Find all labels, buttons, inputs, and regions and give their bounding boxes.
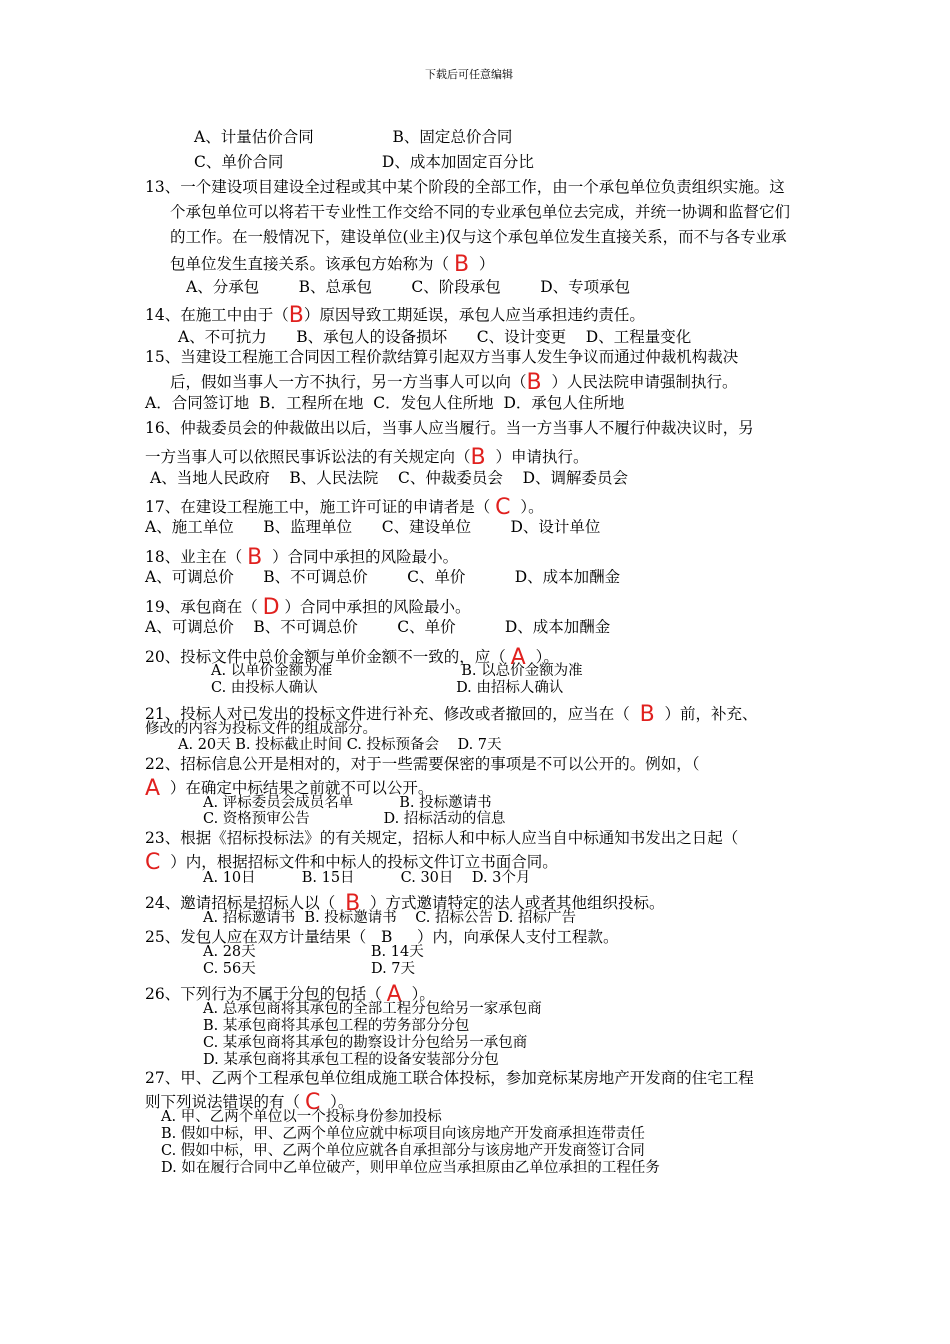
question-line <box>145 545 459 570</box>
option-line: C. 56天 D. 7天 <box>203 961 416 977</box>
question-line: 22、招标信息公开是相对的，对于一些需要保密的事项是不可以公开的。例如，（ <box>145 755 700 773</box>
question-line: 27、甲、乙两个工程承包单位组成施工联合体投标，参加竞标某房地产开发商的住宅工程 <box>145 1069 754 1087</box>
option-line: A. 招标邀请书 B. 投标邀请书 C. 招标公告 D. 招标广告 <box>203 910 576 926</box>
question-text: ）前，补充、 <box>654 705 758 723</box>
question-text: 后，假如当事人一方不执行，另一方当事人可以向（ <box>170 373 527 391</box>
question-text: ）内，根据招标文件和中标人的投标文件订立书面合同。 <box>160 853 558 871</box>
question-line: 的工作。在一般情况下，建设单位(业主)仅与这个承包单位发生直接关系，而不与各专业承 <box>170 228 787 246</box>
question-text: ）。 <box>510 498 544 516</box>
question-text: ）申请执行。 <box>485 448 589 466</box>
option-line: A. 总承包商将其承包的全部工程分包给另一家承包商 <box>203 1001 542 1017</box>
question-text: ）原因导致工期延误，承包人应当承担违约责任。 <box>303 306 645 324</box>
question-text: 则下列说法错误的有（ <box>145 1093 305 1111</box>
option-line: A. 评标委员会成员名单 B. 投标邀请书 <box>203 795 492 811</box>
question-line <box>145 445 589 470</box>
question-line: 13、一个建设项目建设全过程或其中某个阶段的全部工作，由一个承包单位负责组织实施。这 <box>145 178 785 196</box>
question-text: 一方当事人可以依照民事诉讼法的有关规定向（ <box>145 448 471 466</box>
question-text: 17、在建设工程施工中，施工许可证的申请者是（ <box>145 498 496 516</box>
question-text: ）。 <box>525 648 559 666</box>
question-text: 19、承包商在（ <box>145 598 263 616</box>
question-line <box>145 495 544 520</box>
answer-mark: D <box>262 595 280 620</box>
option-line: A．合同签订地 B．工程所在地 C．发包人住所地 D．承包人住所地 <box>145 394 625 412</box>
question-line <box>145 850 558 875</box>
question-text: 18、业主在（ <box>145 548 248 566</box>
answer-mark: A <box>145 776 161 801</box>
answer-mark: B <box>526 370 542 395</box>
question-text: 21、投标人对已发出的投标文件进行补充、修改或者撤回的，应当在（ <box>145 705 640 723</box>
question-text: ）。 <box>320 1093 354 1111</box>
option-line: A、可调总价 B、不可调总价 C、单价 D、成本加酬金 <box>145 568 621 586</box>
option-line: C. 某承包商将其承包的勘察设计分包给另一承包商 <box>203 1035 528 1051</box>
option-line: D. 如在履行合同中乙单位破产，则甲单位应当承担原由乙单位承担的工程任务 <box>161 1160 660 1176</box>
question-text: ）。 <box>401 985 435 1003</box>
option-line: A、分承包 B、总承包 C、阶段承包 D、专项承包 <box>186 278 631 296</box>
question-line: 修改的内容为投标文件的组成部分。 <box>145 721 377 737</box>
question-line: 25、发包人应在双方计量结果（ B ）内，向承保人支付工程款。 <box>145 928 619 946</box>
option-line: B. 某承包商将其承包工程的劳务部分分包 <box>203 1018 470 1034</box>
answer-mark: C <box>145 850 161 875</box>
answer-mark: C <box>495 495 511 520</box>
option-line: A. 10日 B. 15日 C. 30日 D. 3个月 <box>203 870 531 886</box>
question-text: ）方式邀请特定的法人或者其他组织投标。 <box>360 894 665 912</box>
answer-mark: A <box>386 982 402 1007</box>
answer-mark: B <box>639 702 655 727</box>
question-text: 24、邀请招标是招标人以（ <box>145 894 346 912</box>
option-line: A、当地人民政府 B、人民法院 C、仲裁委员会 D、调解委员会 <box>150 469 628 487</box>
option-line: B. 假如中标，甲、乙两个单位应就中标项目向该房地产开发商承担连带责任 <box>161 1126 645 1142</box>
option-line: A、不可抗力 B、承包人的设备损坏 C、设计变更 D、工程量变化 <box>178 328 692 346</box>
question-line <box>145 303 645 328</box>
option-line: C、单价合同 D、成本加固定百分比 <box>194 153 534 171</box>
question-text: 包单位发生直接关系。该承包方始称为（ <box>170 255 454 273</box>
question-line <box>145 595 471 620</box>
answer-mark: A <box>510 645 526 670</box>
option-line: A. 以单价金额为准 B. 以总价金额为准 <box>211 663 583 679</box>
answer-mark: B <box>288 303 304 328</box>
question-text: 14、在施工中由于（ <box>145 306 289 324</box>
question-text: ）合同中承担的风险最小。 <box>279 598 471 616</box>
answer-mark: B <box>453 252 470 277</box>
option-line: A、施工单位 B、监理单位 C、建设单位 D、设计单位 <box>145 518 601 536</box>
question-text: ）人民法院申请强制执行。 <box>541 373 738 391</box>
question-text: ） <box>469 255 495 273</box>
option-line: A. 28天 B. 14天 <box>203 944 424 960</box>
question-text: ）在确定中标结果之前就不可以公开。 <box>160 779 434 797</box>
question-text: ）合同中承担的风险最小。 <box>262 548 459 566</box>
option-line: A. 20天 B. 投标截止时间 C. 投标预备会 D. 7天 <box>178 737 502 753</box>
question-line <box>170 370 738 395</box>
option-line: D. 某承包商将其承包工程的设备安装部分分包 <box>203 1052 499 1068</box>
answer-mark: B <box>470 445 486 470</box>
question-line: 23、根据《招标投标法》的有关规定，招标人和中标人应当自中标通知书发出之日起（ <box>145 829 739 847</box>
question-line: 15、当建设工程施工合同因工程价款结算引起双方当事人发生争议而通过仲裁机构裁决 <box>145 348 739 366</box>
option-line: C. 资格预审公告 D. 招标活动的信息 <box>203 811 506 827</box>
option-line: C. 由投标人确认 D. 由招标人确认 <box>211 680 564 696</box>
option-line: A. 甲、乙两个单位以一个投标身份参加投标 <box>161 1109 442 1125</box>
option-line: A、可调总价 B、不可调总价 C、单价 D、成本加酬金 <box>145 618 611 636</box>
answer-mark: B <box>345 891 361 916</box>
question-text: 26、下列行为不属于分包的包括（ <box>145 985 387 1003</box>
page-header: 下载后可任意编辑 <box>425 68 513 81</box>
option-line: C. 假如中标，甲、乙两个单位应就各自承担部分与该房地产开发商签订合同 <box>161 1143 645 1159</box>
question-line: 个承包单位可以将若干专业性工作交给不同的专业承包单位去完成，并统一协调和监督它们 <box>170 203 791 221</box>
question-text: 20、投标文件中总价金额与单价金额不一致的，应（ <box>145 648 511 666</box>
answer-mark: C <box>304 1090 321 1115</box>
option-line: A、计量估价合同 B、固定总价合同 <box>194 128 513 146</box>
question-line: 16、仲裁委员会的仲裁做出以后，当事人应当履行。当一方当事人不履行仲裁决议时，另 <box>145 419 754 437</box>
answer-mark: B <box>247 545 263 570</box>
question-line <box>170 252 495 277</box>
